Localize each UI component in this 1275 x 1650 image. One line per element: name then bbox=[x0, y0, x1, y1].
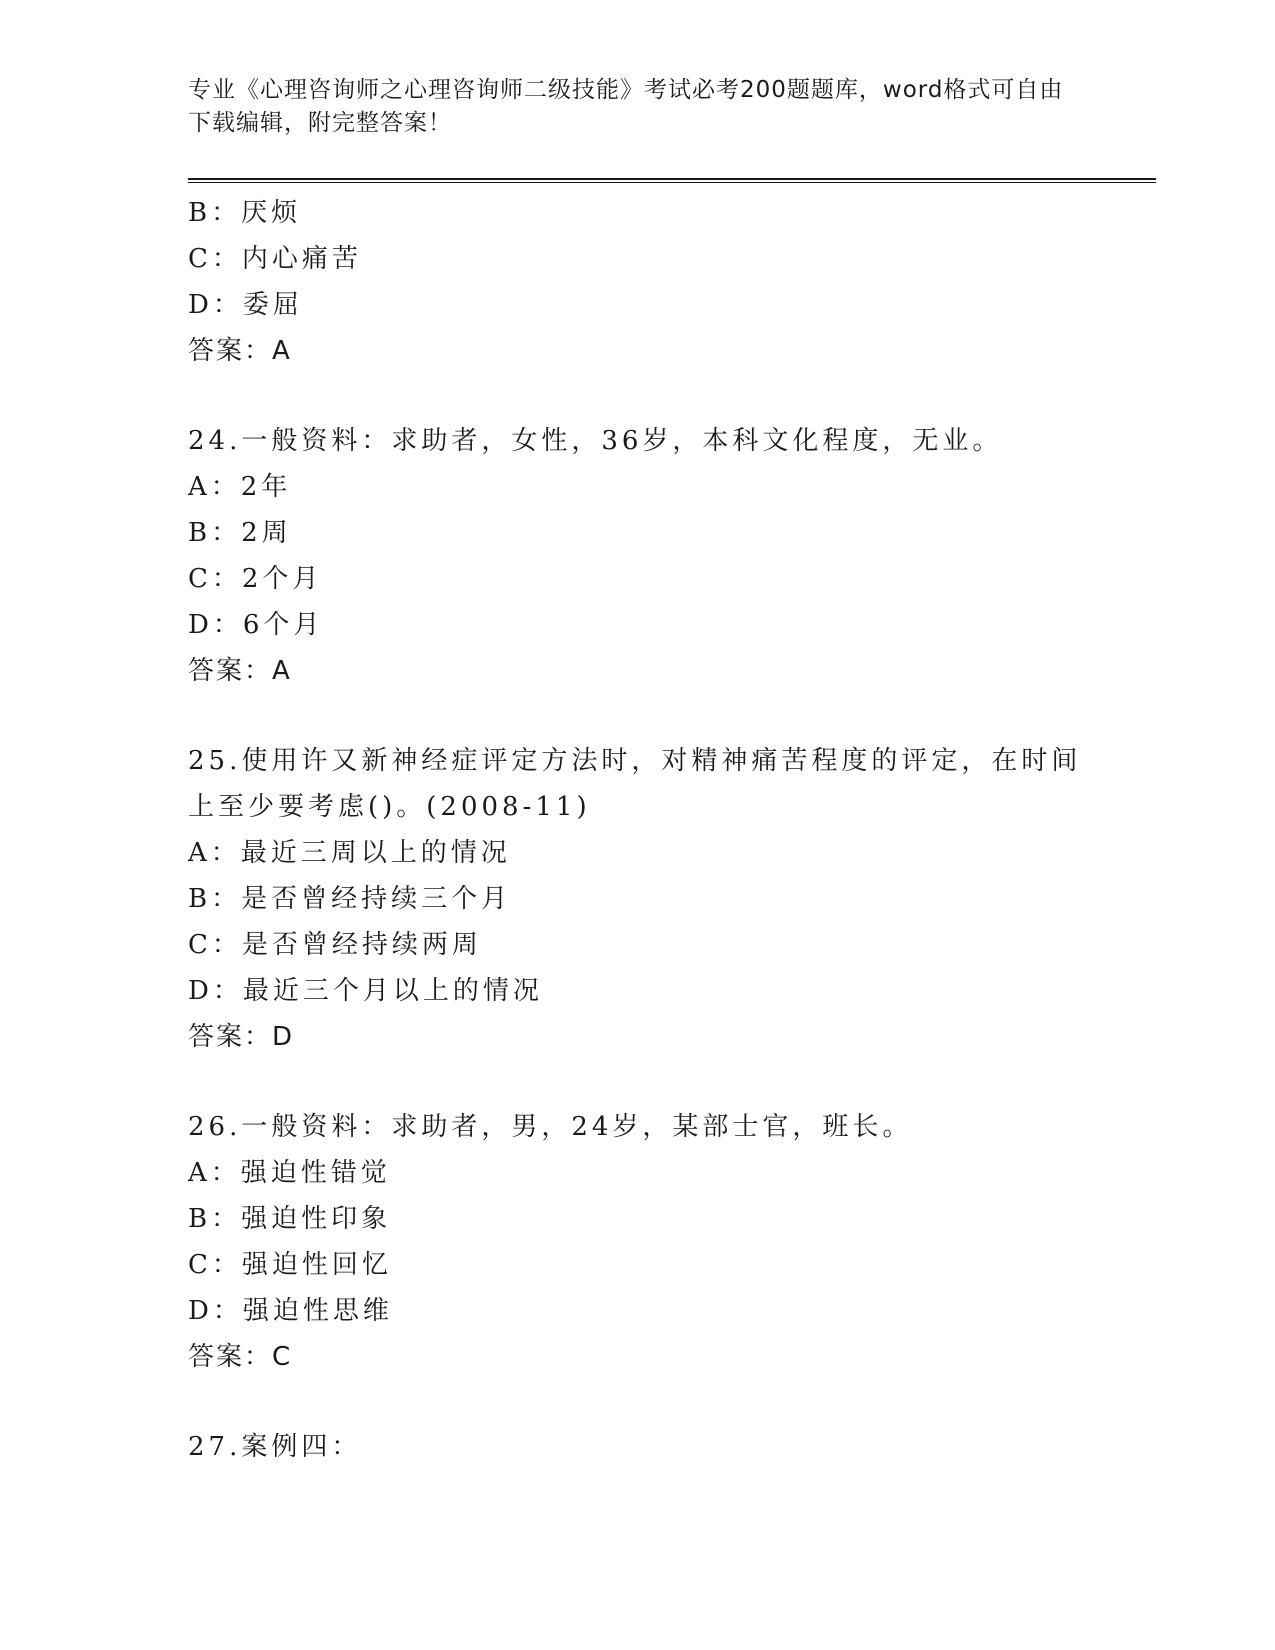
option-a: A：强迫性错觉 bbox=[188, 1158, 391, 1188]
option-b: B：强迫性印象 bbox=[188, 1204, 392, 1234]
question-stem: 24.一般资料：求助者，女性，36岁，本科文化程度，无业。 bbox=[188, 426, 1003, 456]
question-block-26 bbox=[188, 1104, 1088, 1380]
header-rule-thin bbox=[188, 182, 1156, 183]
question-stem: 25.使用许又新神经症评定方法时，对精神痛苦程度的评定，在时间上至少要考虑()。(2008-11) bbox=[188, 746, 1082, 822]
question-block-24 bbox=[188, 418, 1088, 694]
option-c: C：2个月 bbox=[188, 564, 323, 594]
option-d: D：最近三个月以上的情况 bbox=[188, 976, 543, 1006]
option-c: C：是否曾经持续两周 bbox=[188, 930, 482, 960]
answer-line: 答案：A bbox=[188, 656, 292, 686]
option-b: B：厌烦 bbox=[188, 198, 302, 228]
answer-line: 答案：C bbox=[188, 1342, 293, 1372]
option-b: B：2周 bbox=[188, 518, 292, 548]
document-header: 专业《心理咨询师之心理咨询师二级技能》考试必考200题题库，word格式可自由下载编辑，附完整答案！ bbox=[188, 77, 1064, 136]
question-stem: 26.一般资料：求助者，男，24岁，某部士官，班长。 bbox=[188, 1112, 913, 1142]
document-body bbox=[188, 190, 1088, 1470]
answer-line: 答案：D bbox=[188, 1022, 295, 1052]
option-a: A：最近三周以上的情况 bbox=[188, 838, 511, 868]
option-d: D：委屈 bbox=[188, 290, 303, 320]
option-a: A：2年 bbox=[188, 472, 292, 502]
question-block-23 bbox=[188, 190, 1088, 374]
header-rule-thick bbox=[188, 178, 1156, 180]
option-d: D：强迫性思维 bbox=[188, 1296, 393, 1326]
answer-line: 答案：A bbox=[188, 336, 292, 366]
option-d: D：6个月 bbox=[188, 610, 324, 640]
option-c: C：强迫性回忆 bbox=[188, 1250, 392, 1280]
question-block-25 bbox=[188, 738, 1088, 1060]
question-stem: 27.案例四： bbox=[188, 1432, 362, 1462]
option-b: B：是否曾经持续三个月 bbox=[188, 884, 512, 914]
question-block-27 bbox=[188, 1424, 1088, 1470]
option-c: C：内心痛苦 bbox=[188, 244, 362, 274]
